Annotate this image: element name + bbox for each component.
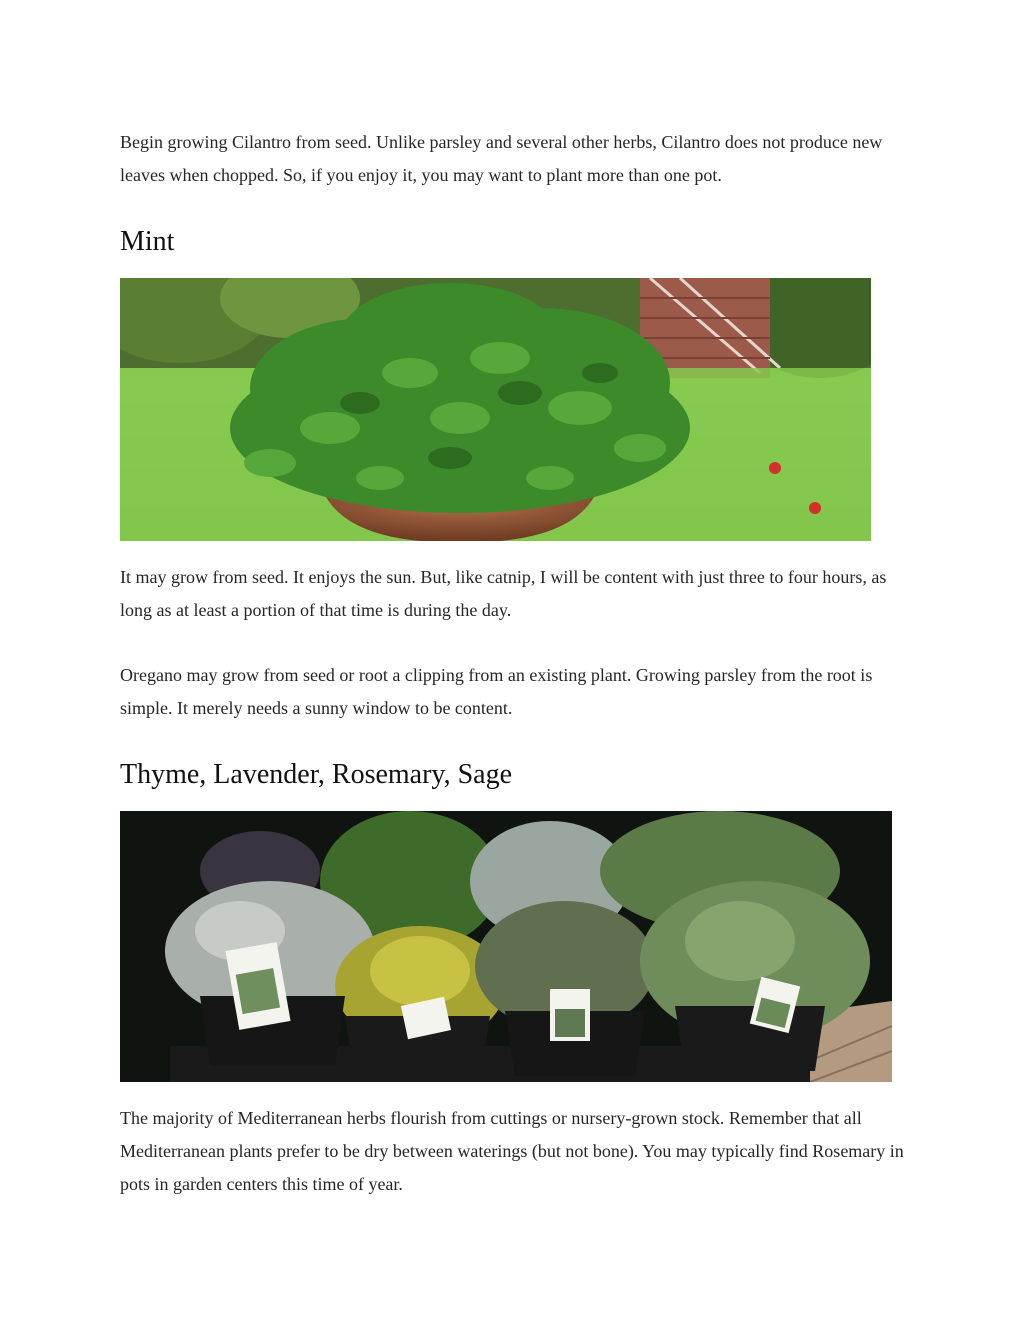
- paragraph-mediterranean: The majority of Mediterranean herbs flourish from cuttings or nursery-grown stock. Remember that all Mediterranean plants prefer to be dry between waterings (but not bone). You may typically find Rosemary in pots in garden centers this time of year.: [120, 1108, 904, 1194]
- heading-mint: Mint: [120, 226, 175, 257]
- potted-herbs-photo: [120, 811, 892, 1082]
- paragraph-cilantro: Begin growing Cilantro from seed. Unlike parsley and several other herbs, Cilantro does not produce new leaves when chopped. So, if you enjoy it, you may want to plant more than one pot.: [120, 132, 883, 185]
- paragraph-mint: It may grow from seed. It enjoys the sun. But, like catnip, I will be content with just three to four hours, as long as at least a portion of that time is during the day.: [120, 567, 887, 620]
- heading-mediterranean-herbs: Thyme, Lavender, Rosemary, Sage: [120, 759, 513, 790]
- paragraph-oregano: Oregano may grow from seed or root a clipping from an existing plant. Growing parsley from the root is simple. It merely needs a sunny window to be content.: [120, 665, 873, 718]
- mint-photo: [120, 278, 871, 541]
